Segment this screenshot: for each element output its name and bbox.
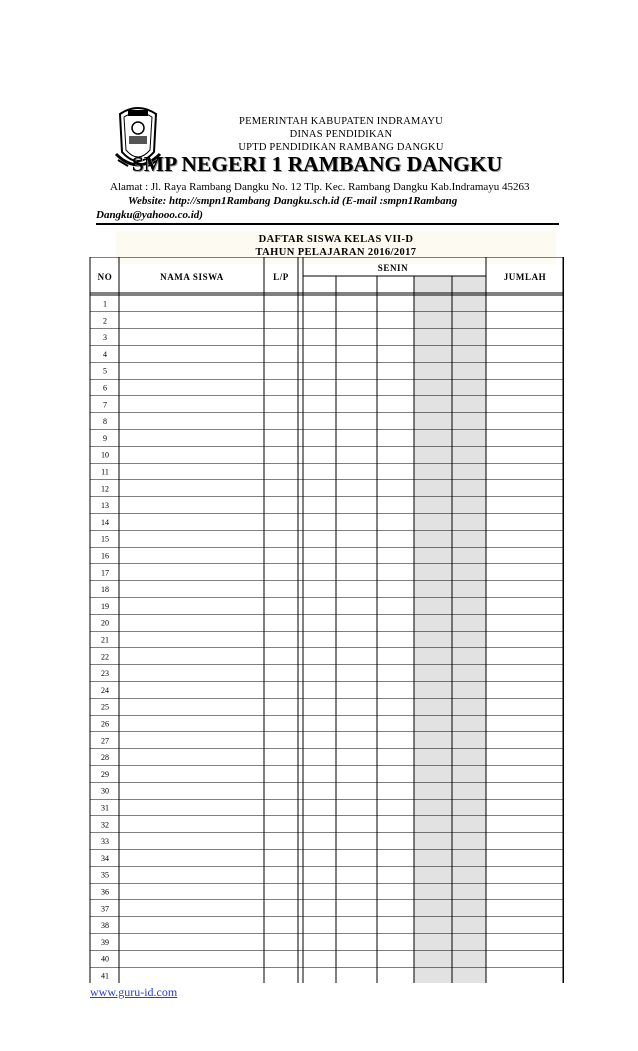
row-number: 6 [103, 383, 107, 393]
row-number: 10 [101, 450, 109, 460]
row-number: 12 [101, 484, 109, 494]
row-number: 39 [101, 937, 109, 947]
row-number: 19 [101, 601, 109, 611]
row-number: 34 [101, 853, 109, 863]
row-number: 8 [103, 417, 107, 427]
row-number: 38 [101, 921, 109, 931]
row-number: 23 [101, 669, 109, 679]
school-website: Website: http://smpn1Rambang Dangku.sch.id (E-mail :smpn1Rambang [128, 195, 458, 207]
document-subtitle: TAHUN PELAJARAN 2016/2017 [255, 247, 417, 258]
row-number: 1 [103, 299, 107, 309]
footer-link[interactable]: www.guru-id.com [90, 985, 178, 999]
row-number: 26 [101, 719, 109, 729]
letterhead-government: PEMERINTAH KABUPATEN INDRAMAYU [239, 116, 443, 127]
row-number: 41 [101, 971, 109, 981]
row-number: 28 [101, 753, 109, 763]
row-number: 15 [101, 534, 109, 544]
letterhead-uptd: UPTD PENDIDIKAN RAMBANG DANGKU [238, 142, 444, 153]
row-number: 17 [101, 568, 109, 578]
row-number: 9 [103, 433, 107, 443]
header-jumlah: JUMLAH [503, 272, 547, 282]
row-number: 37 [101, 904, 109, 914]
row-number: 16 [101, 551, 109, 561]
shaded-day-column [414, 276, 452, 983]
letterhead-divider [96, 223, 559, 225]
row-number: 4 [103, 349, 107, 359]
letterhead-department: DINAS PENDIDIKAN [289, 129, 393, 140]
row-number: 21 [101, 635, 109, 645]
row-number: 29 [101, 769, 109, 779]
row-number: 30 [101, 786, 109, 796]
header-no: NO [97, 272, 113, 282]
row-number: 2 [103, 316, 107, 326]
row-number: 5 [103, 366, 107, 376]
row-number: 3 [103, 333, 107, 343]
row-number: 27 [101, 736, 109, 746]
row-number: 13 [101, 501, 109, 511]
header-nama-siswa: NAMA SISWA [160, 272, 224, 282]
header-senin: SENIN [377, 263, 409, 273]
row-number: 31 [101, 803, 109, 813]
school-name: SMP NEGERI 1 RAMBANG DANGKU [131, 152, 503, 176]
row-number: 11 [101, 467, 109, 477]
row-number: 22 [101, 652, 109, 662]
row-number: 7 [103, 400, 107, 410]
document-title: DAFTAR SISWA KELAS VII-D [258, 234, 414, 245]
row-number: 24 [101, 685, 109, 695]
row-number: 36 [101, 887, 109, 897]
row-number: 32 [101, 820, 109, 830]
row-number: 14 [101, 517, 109, 527]
school-address: Alamat : Jl. Raya Rambang Dangku No. 12 Tlp. Kec. Rambang Dangku Kab.Indramayu 45263 [110, 181, 530, 193]
student-list-table [89, 257, 565, 983]
row-number: 18 [101, 585, 109, 595]
row-number: 35 [101, 870, 109, 880]
row-number: 40 [101, 954, 109, 964]
header-lp: L/P [273, 272, 289, 282]
row-number: 20 [101, 618, 109, 628]
row-number: 25 [101, 702, 109, 712]
school-email: Dangku@yahooo.co.id) [96, 209, 203, 221]
row-number: 33 [101, 837, 109, 847]
shaded-day-column [452, 276, 486, 983]
